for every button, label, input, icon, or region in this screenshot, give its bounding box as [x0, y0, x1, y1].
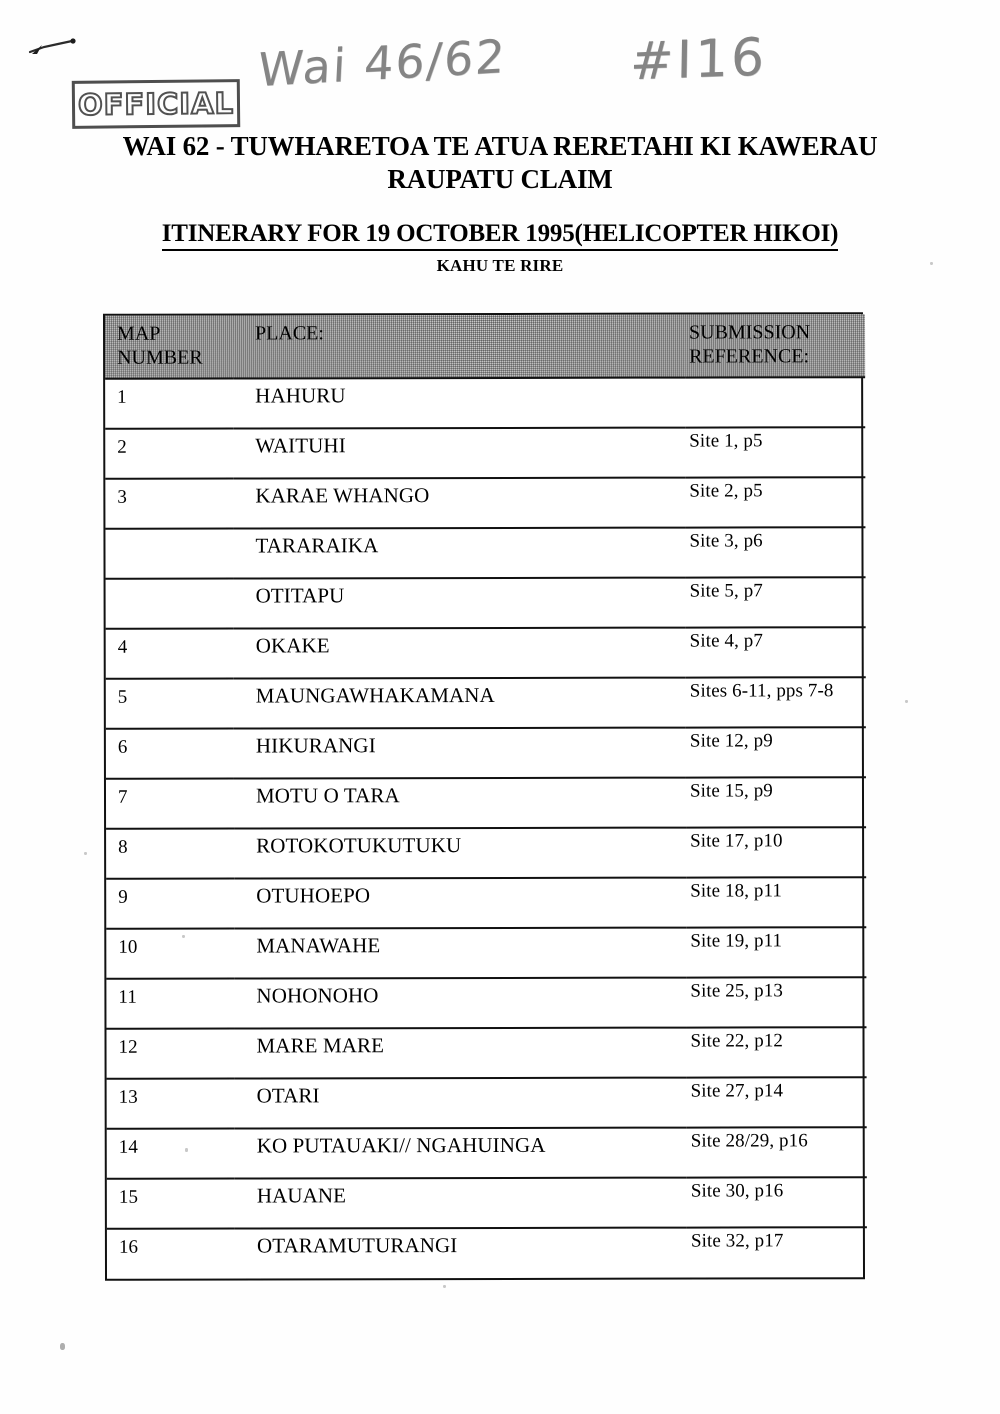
column-header-place-text: PLACE: [255, 322, 324, 345]
row-map-number: 13 [107, 1079, 235, 1129]
table-row [106, 877, 866, 929]
row-map-number: 7 [106, 779, 234, 829]
itinerary-title [0, 220, 1000, 248]
row-submission-reference: Site 2, p5 [685, 477, 865, 527]
row-submission-reference: Site 12, p9 [686, 727, 866, 777]
row-map-number: 11 [106, 979, 234, 1029]
row-submission-reference: Site 3, p6 [685, 527, 865, 577]
row-map-number: 9 [106, 879, 234, 929]
itinerary-title-text: ITINERARY FOR 19 OCTOBER 1995(HELICOPTER HIKOI) [162, 220, 839, 251]
row-place: KARAE WHANGO [233, 478, 685, 529]
table-row [105, 527, 865, 579]
table-row [106, 677, 866, 729]
row-map-number [105, 529, 233, 579]
scan-speck [905, 700, 908, 703]
row-place: HAHURU [233, 378, 685, 429]
table-header-row [105, 314, 865, 379]
row-place: KO PUTAUAKI// NGAHUINGA [235, 1128, 687, 1179]
table-row [105, 377, 865, 429]
table-row [106, 577, 866, 629]
row-place: OTARI [235, 1078, 687, 1129]
row-map-number: 15 [107, 1179, 235, 1229]
table-row [106, 927, 866, 979]
row-place: OKAKE [234, 628, 686, 679]
official-stamp [72, 79, 240, 129]
handwritten-file-reference: Wai 46/62 [256, 28, 508, 98]
table-row [106, 977, 866, 1029]
table-row [107, 1177, 867, 1229]
row-submission-reference [685, 377, 865, 427]
table-row [106, 627, 866, 679]
official-stamp-label: OFFICIAL [77, 86, 235, 122]
column-header-submission-reference-text: SUBMISSION REFERENCE: [689, 321, 811, 368]
row-map-number: 16 [118, 1236, 139, 1258]
table-row [106, 1027, 866, 1079]
table-row [107, 1077, 867, 1129]
row-place: OTITAPU [234, 578, 686, 629]
column-header-submission-reference [685, 314, 865, 378]
row-map-number: 12 [106, 1029, 234, 1079]
row-place: MAUNGAWHAKAMANA [234, 678, 686, 729]
row-place: WAITUHI [233, 428, 685, 479]
itinerary-subtitle: KAHU TE RIRE [436, 256, 564, 275]
row-map-number: 2 [105, 429, 233, 479]
row-place: MANAWAHE [234, 928, 686, 979]
table-row [106, 777, 866, 829]
row-submission-reference: Site 15, p9 [686, 777, 866, 827]
table-row [107, 1227, 867, 1279]
itinerary-table-body [105, 377, 867, 1279]
row-map-number: 10 [106, 929, 234, 979]
row-map-number: 5 [106, 679, 234, 729]
row-submission-reference: Site 17, p10 [686, 827, 866, 877]
column-header-place [233, 315, 685, 379]
row-map-number: 4 [106, 629, 234, 679]
claim-heading-line-2: RAUPATU CLAIM [387, 163, 613, 194]
scan-speck [182, 935, 185, 938]
row-submission-reference: Site 5, p7 [686, 577, 866, 627]
itinerary-table [103, 312, 865, 1281]
margin-ink-mark [28, 38, 90, 60]
row-submission-reference: Site 18, p11 [686, 877, 866, 927]
table-row [107, 1127, 867, 1179]
column-header-map-number [105, 316, 233, 379]
row-place: TARARAIKA [233, 528, 685, 579]
row-place: ROTOKOTUKUTUKU [234, 828, 686, 879]
row-submission-reference: Site 1, p5 [685, 427, 865, 477]
row-place: MARE MARE [234, 1028, 686, 1079]
row-place: HAUANE [235, 1178, 687, 1229]
table-row [105, 427, 865, 479]
row-submission-reference: Site 32, p17 [690, 1230, 784, 1252]
scan-speck [60, 1343, 65, 1350]
row-submission-reference: Site 27, p14 [687, 1077, 867, 1127]
table-row [106, 827, 866, 879]
row-map-number [106, 579, 234, 629]
table-row [105, 477, 865, 529]
row-map-number: 14 [107, 1129, 235, 1179]
row-map-number: 6 [106, 729, 234, 779]
row-map-number: 3 [105, 479, 233, 529]
row-place: OTUHOEPO [234, 878, 686, 929]
row-submission-reference: Site 4, p7 [686, 627, 866, 677]
row-submission-reference: Site 28/29, p16 [687, 1127, 867, 1177]
row-place: NOHONOHO [234, 978, 686, 1029]
row-submission-reference: Site 22, p12 [686, 1027, 866, 1077]
scan-speck [185, 1148, 188, 1152]
row-submission-reference: Site 19, p11 [686, 927, 866, 977]
row-submission-reference: Sites 6-11, pps 7-8 [686, 677, 866, 727]
handwritten-item-number: #I16 [629, 27, 768, 93]
claim-heading [0, 130, 1000, 196]
row-place: MOTU O TARA [234, 778, 686, 829]
row-map-number: 1 [105, 379, 233, 429]
row-place: HIKURANGI [234, 728, 686, 779]
column-header-map-number-text: MAP NUMBER [117, 322, 203, 369]
scan-speck [84, 852, 87, 855]
scan-speck [443, 1285, 446, 1288]
row-place: OTARAMUTURANGI [256, 1233, 458, 1258]
row-map-number: 8 [106, 829, 234, 879]
claim-heading-line-1: WAI 62 - TUWHARETOA TE ATUA RERETAHI KI KAWERAU [122, 131, 878, 161]
scan-speck [930, 262, 933, 265]
table-row [106, 727, 866, 779]
row-submission-reference: Site 25, p13 [686, 977, 866, 1027]
row-submission-reference: Site 30, p16 [687, 1177, 867, 1227]
